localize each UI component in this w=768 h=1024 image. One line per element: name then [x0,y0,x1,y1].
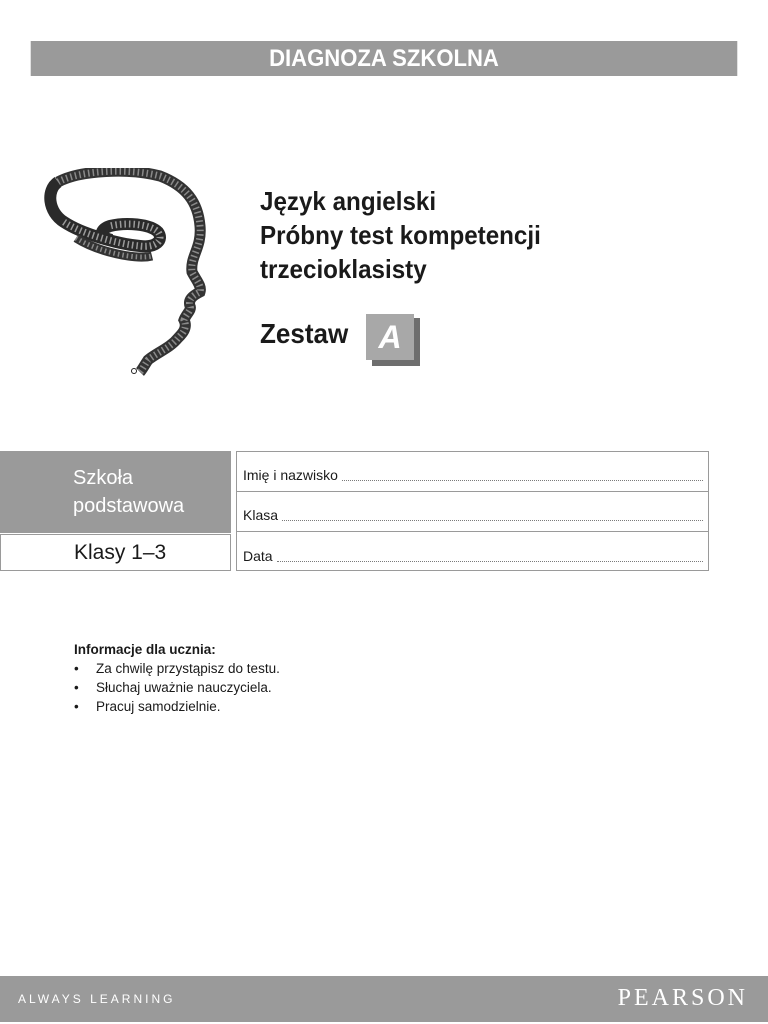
list-item [74,659,280,678]
list-item [74,697,280,716]
student-info-form [236,451,709,571]
form-row-class [237,492,708,532]
top-banner [31,41,738,76]
grades-box [0,534,231,571]
name-label: Imię i nazwisko [243,467,338,483]
date-field[interactable] [277,561,703,562]
date-label: Data [243,548,273,564]
set-label: Zestaw [260,318,349,349]
form-row-date [237,532,708,572]
publisher-logo: PEARSON [617,985,748,1011]
grades-label: Klasy 1–3 [74,541,167,564]
instruction-text: Za chwilę przystąpisz do testu. [96,661,280,676]
title-line-grade: trzecioklasisty [260,254,427,284]
bullet-icon: • [74,661,79,676]
instructions-list [74,659,280,716]
bullet-icon: • [74,699,79,714]
banner-title: DIAGNOZA SZKOLNA [269,44,499,72]
footer-slogan: ALWAYS LEARNING [18,992,176,1006]
bullet-icon: • [74,680,79,695]
instruction-text: Słuchaj uważnie nauczyciela. [96,680,272,695]
instructions-heading: Informacje dla ucznia: [74,642,216,657]
school-type-line-2: podstawowa [73,495,185,517]
class-label: Klasa [243,507,279,523]
class-field[interactable] [282,520,703,521]
school-type-line-1: Szkoła [73,467,134,489]
footer-bar [0,976,768,1022]
list-item [74,678,280,697]
title-line-subject: Język angielski [260,186,437,216]
school-type-box [0,451,231,533]
name-field[interactable] [342,480,703,481]
student-instructions [74,640,280,716]
cover-title [260,184,562,286]
measuring-tape-head-icon [40,168,210,376]
instruction-text: Pracuj samodzielnie. [96,699,221,714]
set-letter-badge: A [366,314,414,360]
title-line-test: Próbny test kompetencji [260,220,541,250]
form-row-name [237,452,708,492]
